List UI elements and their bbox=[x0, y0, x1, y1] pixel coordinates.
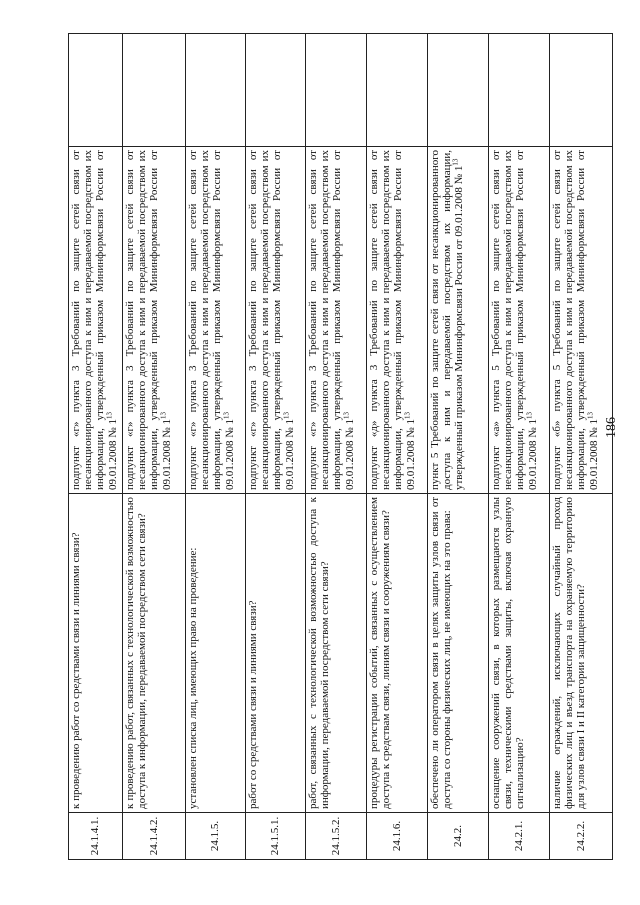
reference-cell: подпункт «д» пункта 3 Требований по защите сетей связи от несанкционированного доступа к ним и передаваемой посредством их информации, утвержденный приказом Мининформсвязи России от 09.01.2008 № $1^{13}$ bbox=[367, 147, 428, 494]
row-number: 24.1.4.1. bbox=[69, 813, 123, 860]
question-cell: работ, связанных с технологической возможностью доступа к информации, передаваемой посредством сети связи? bbox=[306, 494, 367, 813]
reference-cell: подпункт «г» пункта 3 Требований по защите сетей связи от несанкционированного доступа к ним и передаваемой посредством их информации, утвержденный приказом Мининформсвязи России от 09.01.2008 № $1^{13}$ bbox=[306, 147, 367, 494]
footnote-mark: 13 bbox=[158, 412, 167, 419]
footnote-mark: 13 bbox=[221, 412, 230, 419]
table-row bbox=[489, 34, 550, 860]
row-number: 24.1.5. bbox=[186, 813, 246, 860]
reference-cell: подпункт «г» пункта 3 Требований по защите сетей связи от несанкционированного доступа к ним и передаваемой посредством их информации, утвержденный приказом Мининформсвязи России от 09.01.2008 № $1^{13}$ bbox=[69, 147, 123, 494]
table-row bbox=[246, 34, 306, 860]
empty-cell bbox=[123, 34, 186, 147]
question-cell: процедуры регистрации событий, связанных с осуществлением доступа к средствам связи, линиям связи и сооружениям связи? bbox=[367, 494, 428, 813]
table-row bbox=[69, 34, 123, 860]
question-cell: к проведению работ со средствами связи и линиями связи? bbox=[69, 494, 123, 813]
footnote-mark: 13 bbox=[402, 412, 411, 419]
reference-cell: подпункт «б» пункта 5 Требований по защите сетей связи от несанкционированного доступа к ним и передаваемой посредством их информации, утвержденный приказом Мининформсвязи России от 09.01.2008 № $1^{13}$ bbox=[550, 147, 613, 494]
reference-cell: пункт 5 Требований по защите сетей связи от несанкционированного доступа к ним и передаваемой посредством их информации, утвержденный приказом Мининформсвязи России от 09.01.2008 № $1^{13}$ bbox=[428, 147, 489, 494]
table-row bbox=[550, 34, 613, 860]
empty-cell bbox=[246, 34, 306, 147]
question-cell: обеспечено ли оператором связи в целях защиты узлов связи от доступа со стороны физических лиц, не имеющих на это права: bbox=[428, 494, 489, 813]
row-number: 24.1.4.2. bbox=[123, 813, 186, 860]
requirements-table bbox=[68, 33, 613, 860]
page-number: 186 bbox=[604, 417, 619, 438]
footnote-mark: 13 bbox=[451, 158, 460, 166]
table-row bbox=[367, 34, 428, 860]
question-cell: установлен списка лиц, имеющих право на проведение: bbox=[186, 494, 246, 813]
question-cell: работ со средствами связи и линиями связи? bbox=[246, 494, 306, 813]
question-cell: к проведению работ, связанных с технологической возможностью доступа к информации, передаваемой посредством сети связи? bbox=[123, 494, 186, 813]
empty-cell bbox=[306, 34, 367, 147]
row-number: 24.2. bbox=[428, 813, 489, 860]
footnote-mark: 13 bbox=[104, 412, 113, 419]
question-cell: наличие ограждений, исключающих случайный проход физических лиц и въезд транспорта на охраняемую территорию для узлов связи I и II категории защищенности? bbox=[550, 494, 613, 813]
footnote-mark: 13 bbox=[585, 412, 594, 419]
row-number: 24.2.2. bbox=[550, 813, 613, 860]
empty-cell bbox=[428, 34, 489, 147]
reference-cell: подпункт «г» пункта 3 Требований по защите сетей связи от несанкционированного доступа к ним и передаваемой посредством их информации, утвержденный приказом Мининформсвязи России от 09.01.2008 № $1^{13}$ bbox=[186, 147, 246, 494]
table-row bbox=[306, 34, 367, 860]
table-row bbox=[186, 34, 246, 860]
empty-cell bbox=[489, 34, 550, 147]
row-number: 24.1.6. bbox=[367, 813, 428, 860]
rotated-page bbox=[68, 62, 620, 860]
empty-cell bbox=[550, 34, 613, 147]
row-number: 24.1.5.1. bbox=[246, 813, 306, 860]
footnote-mark: 13 bbox=[281, 412, 290, 419]
reference-cell: подпункт «г» пункта 3 Требований по защите сетей связи от несанкционированного доступа к ним и передаваемой посредством их информации, утвержденный приказом Мининформсвязи России от 09.01.2008 № $1^{13}$ bbox=[246, 147, 306, 494]
empty-cell bbox=[186, 34, 246, 147]
reference-cell: подпункт «а» пункта 5 Требований по защите сетей связи от несанкционированного доступа к ним и передаваемой посредством их информации, утвержденный приказом Мининформсвязи России от 09.01.2008 № $1^{13}$ bbox=[489, 147, 550, 494]
empty-cell bbox=[367, 34, 428, 147]
table-row bbox=[428, 34, 489, 860]
row-number: 24.2.1. bbox=[489, 813, 550, 860]
reference-cell: подпункт «г» пункта 3 Требований по защите сетей связи от несанкционированного доступа к ним и передаваемой посредством их информации, утвержденный приказом Мининформсвязи России от 09.01.2008 № $1^{13}$ bbox=[123, 147, 186, 494]
table-row bbox=[123, 34, 186, 860]
footnote-mark: 13 bbox=[524, 412, 533, 419]
question-cell: оснащение сооружений связи, в которых размещаются узлы связи, техническими средствами защиты, включая охранную сигнализацию? bbox=[489, 494, 550, 813]
footnote-mark: 13 bbox=[341, 412, 350, 419]
empty-cell bbox=[69, 34, 123, 147]
row-number: 24.1.5.2. bbox=[306, 813, 367, 860]
